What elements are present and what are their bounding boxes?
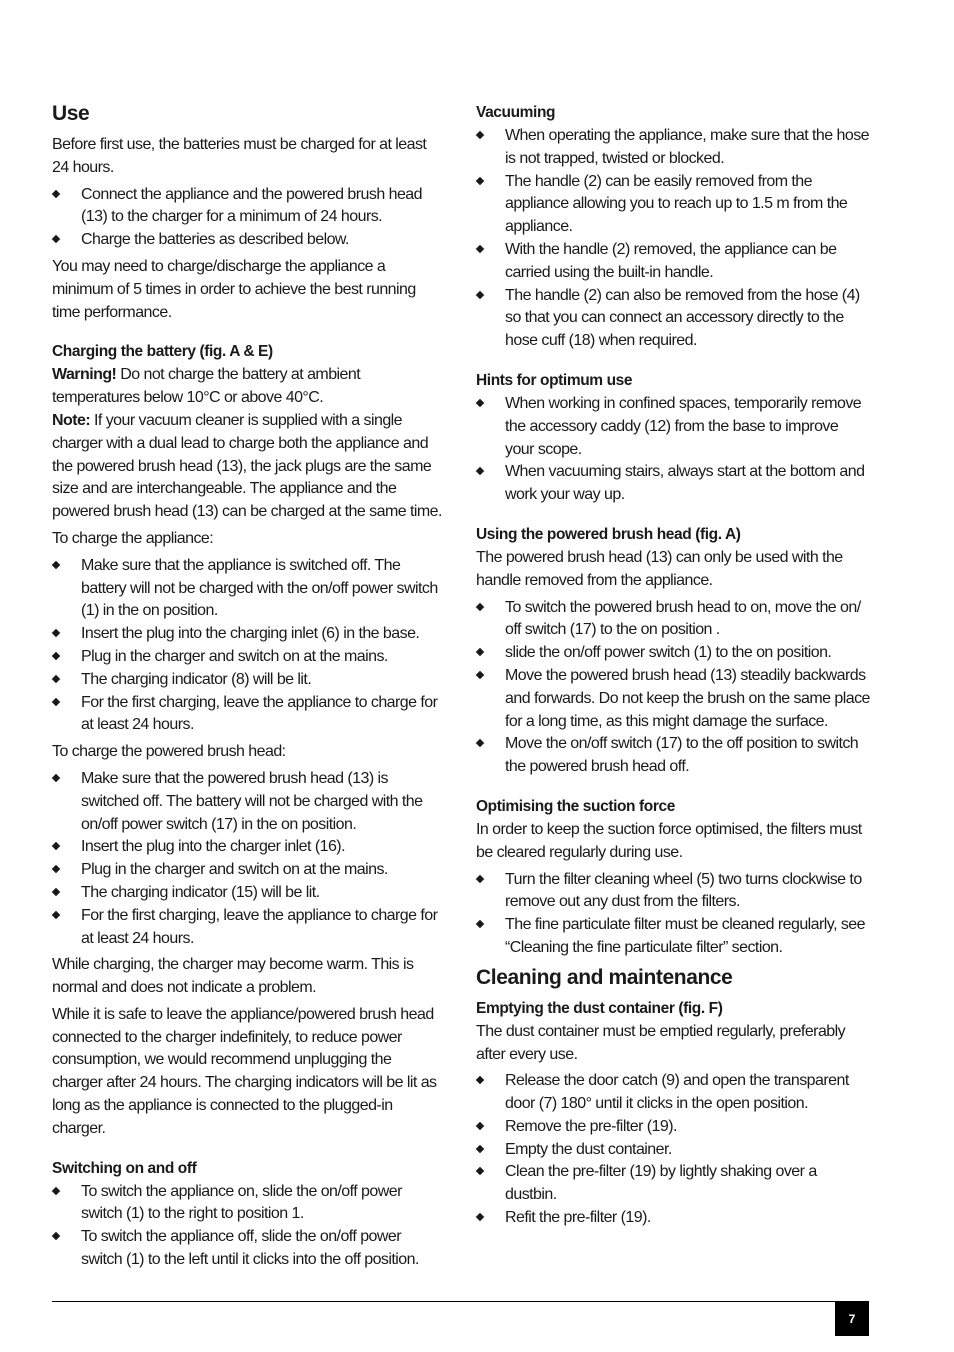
diamond-bullet-icon <box>52 629 60 637</box>
diamond-bullet-icon <box>52 189 60 197</box>
warning-label: Warning! <box>52 366 117 384</box>
list-item-text: Empty the dust container. <box>505 1140 672 1158</box>
list-item-text: The handle (2) can also be removed from the hose (4) so that you can connect an accessory directly to the hose cuff (18) when required. <box>505 286 860 350</box>
diamond-bullet-icon <box>52 652 60 660</box>
warm-note: While charging, the charger may become warm. This is normal and does not indicate a problem. <box>52 956 414 997</box>
list-item <box>476 665 870 733</box>
list-item-text: When operating the appliance, make sure that the hose is not trapped, twisted or blocked. <box>505 127 869 167</box>
brush-heading: Using the powered brush head (fig. A) <box>476 525 741 543</box>
hints-list <box>476 393 870 507</box>
list-item-text: Move the powered brush head (13) steadily backwards and forwards. Do not keep the brush on the same place for a long time, as this might damage the surface. <box>505 666 870 730</box>
brush-intro: The powered brush head (13) can only be used with the handle removed from the appliance. <box>476 548 843 589</box>
brush-list <box>476 597 870 779</box>
use-heading: Use <box>52 102 90 125</box>
list-item-text: To switch the appliance on, slide the on/off power switch (1) to the right to position 1. <box>81 1182 402 1223</box>
diamond-bullet-icon <box>476 874 484 882</box>
use-note: You may need to charge/discharge the appliance a minimum of 5 times in order to achieve the best running time performance. <box>52 257 416 321</box>
diamond-bullet-icon <box>52 674 60 682</box>
list-item <box>476 1070 870 1116</box>
list-item <box>52 905 444 951</box>
diamond-bullet-icon <box>52 865 60 873</box>
list-item-text: The handle (2) can be easily removed from the appliance allowing you to reach up to 1.5 m from the appliance. <box>505 172 848 236</box>
emptying-intro: The dust container must be emptied regularly, preferably after every use. <box>476 1022 846 1063</box>
list-item <box>476 239 870 285</box>
diamond-bullet-icon <box>476 1213 484 1221</box>
list-item <box>476 285 870 353</box>
list-item <box>476 1139 870 1162</box>
list-item <box>52 646 444 669</box>
diamond-bullet-icon <box>476 1144 484 1152</box>
note-paragraph <box>52 410 444 524</box>
list-item-text: When working in confined spaces, temporarily remove the accessory caddy (12) from the base to improve your scope. <box>505 394 862 458</box>
list-item-text: Release the door catch (9) and open the transparent door (7) 180° until it clicks in the open position. <box>505 1072 849 1113</box>
diamond-bullet-icon <box>476 399 484 407</box>
list-item <box>476 125 870 171</box>
list-item-text: Remove the pre-filter (19). <box>505 1117 677 1135</box>
list-item <box>476 914 870 960</box>
vacuuming-heading: Vacuuming <box>476 104 556 121</box>
list-item-text: To switch the appliance off, slide the on/off power switch (1) to the left until it clicks into the off position. <box>81 1228 419 1269</box>
list-item <box>476 1161 870 1207</box>
diamond-bullet-icon <box>52 697 60 705</box>
diamond-bullet-icon <box>476 602 484 610</box>
diamond-bullet-icon <box>52 910 60 918</box>
diamond-bullet-icon <box>476 739 484 747</box>
list-item-text: To switch the powered brush head to on, move the on/ off switch (17) to the on position . <box>505 598 861 639</box>
list-item-text: Insert the plug into the charger inlet (16). <box>81 838 345 856</box>
emptying-list <box>476 1070 870 1230</box>
list-item-text: With the handle (2) removed, the appliance can be carried using the built-in handle. <box>505 240 837 281</box>
list-item <box>476 597 870 643</box>
charge-brush-intro: To charge the powered brush head: <box>52 743 286 761</box>
safe-note: While it is safe to leave the appliance/powered brush head connected to the charger indefinitely, to reduce power consumption, we would recommend unplugging the charger after 24 hours. The charging indicators will be lit as long as the appliance is connected to the plugged-in charger. <box>52 1005 437 1137</box>
diamond-bullet-icon <box>52 1232 60 1240</box>
list-item <box>52 859 444 882</box>
diamond-bullet-icon <box>476 648 484 656</box>
note-label: Note: <box>52 411 91 429</box>
switching-list <box>52 1181 444 1272</box>
list-item <box>476 642 870 665</box>
diamond-bullet-icon <box>52 561 60 569</box>
list-item <box>52 1181 444 1227</box>
charge-appliance-list <box>52 555 444 737</box>
diamond-bullet-icon <box>476 1122 484 1130</box>
list-item-text: slide the on/off power switch (1) to the on position. <box>505 644 832 662</box>
cleaning-heading: Cleaning and maintenance <box>476 965 733 989</box>
charge-brush-list <box>52 768 444 950</box>
list-item-text: The charging indicator (8) will be lit. <box>81 670 312 688</box>
charging-heading: Charging the battery (fig. A & E) <box>52 343 273 361</box>
list-item-text: The fine particulate filter must be cleaned regularly, see “Cleaning the fine particulate filter” section. <box>505 916 866 956</box>
warning-paragraph <box>52 364 444 410</box>
footer-rule <box>52 1301 869 1302</box>
use-intro: Before first use, the batteries must be charged for at least 24 hours. <box>52 136 427 176</box>
list-item-text: Insert the plug into the charging inlet (6) in the base. <box>81 625 420 643</box>
left-column <box>52 100 444 1276</box>
diamond-bullet-icon <box>476 671 484 679</box>
list-item-text: Charge the batteries as described below. <box>81 231 349 249</box>
diamond-bullet-icon <box>476 1167 484 1175</box>
list-item <box>476 1116 870 1139</box>
list-item <box>52 623 444 646</box>
hints-heading: Hints for optimum use <box>476 371 633 389</box>
list-item <box>52 692 444 738</box>
list-item-text: Plug in the charger and switch on at the mains. <box>81 861 388 879</box>
warning-text: Do not charge the battery at ambient temperatures below 10°C or above 40°C. <box>52 366 361 407</box>
note-text: If your vacuum cleaner is supplied with a single charger with a dual lead to charge both the appliance and the powered brush head (13), the jack plugs are the same size and are interchangeable. The appliance and the powered brush head (13) can be charged at the same time. <box>52 411 442 521</box>
list-item-text: Refit the pre-filter (19). <box>505 1209 651 1227</box>
list-item-text: Move the on/off switch (17) to the off position to switch the powered brush head off. <box>505 735 859 776</box>
list-item-text: The charging indicator (15) will be lit. <box>81 883 320 901</box>
list-item <box>476 1207 870 1230</box>
diamond-bullet-icon <box>476 1076 484 1084</box>
list-item <box>52 768 444 836</box>
suction-list <box>476 869 870 960</box>
diamond-bullet-icon <box>52 842 60 850</box>
list-item-text: Make sure that the appliance is switched off. The battery will not be charged with the on/off power switch (1) in the on position. <box>81 556 438 620</box>
diamond-bullet-icon <box>476 920 484 928</box>
diamond-bullet-icon <box>476 131 484 139</box>
list-item <box>476 733 870 779</box>
suction-intro: In order to keep the suction force optimised, the filters must be cleared regularly during use. <box>476 820 862 861</box>
list-item <box>52 229 444 252</box>
list-item-text: Turn the filter cleaning wheel (5) two turns clockwise to remove out any dust from the filters. <box>505 870 862 911</box>
diamond-bullet-icon <box>476 245 484 253</box>
list-item <box>52 1226 444 1272</box>
right-column <box>476 100 870 1234</box>
list-item <box>52 882 444 905</box>
list-item-text: For the first charging, leave the appliance to charge for at least 24 hours. <box>81 906 438 947</box>
list-item-text: Make sure that the powered brush head (13) is switched off. The battery will not be charged with the on/off power switch (17) in the on position. <box>81 769 423 833</box>
diamond-bullet-icon <box>52 235 60 243</box>
use-list <box>52 184 444 252</box>
vacuuming-list <box>476 125 870 353</box>
list-item-text: Clean the pre-filter (19) by lightly shaking over a dustbin. <box>505 1163 817 1204</box>
diamond-bullet-icon <box>52 774 60 782</box>
charge-appliance-intro: To charge the appliance: <box>52 529 214 547</box>
list-item-text: Connect the appliance and the powered brush head (13) to the charger for a minimum of 24 hours. <box>81 185 422 226</box>
list-item <box>52 669 444 692</box>
list-item <box>476 461 870 507</box>
list-item <box>476 171 870 239</box>
diamond-bullet-icon <box>476 290 484 298</box>
list-item-text: When vacuuming stairs, always start at the bottom and work your way up. <box>505 463 865 504</box>
list-item-text: Plug in the charger and switch on at the mains. <box>81 647 388 665</box>
diamond-bullet-icon <box>476 176 484 184</box>
list-item <box>52 555 444 623</box>
list-item <box>476 869 870 915</box>
emptying-heading: Emptying the dust container (fig. F) <box>476 999 723 1017</box>
suction-heading: Optimising the suction force <box>476 797 675 815</box>
diamond-bullet-icon <box>476 467 484 475</box>
list-item <box>52 836 444 859</box>
page-number: 7 <box>835 1302 869 1336</box>
list-item <box>476 393 870 461</box>
diamond-bullet-icon <box>52 888 60 896</box>
list-item-text: For the first charging, leave the appliance to charge for at least 24 hours. <box>81 693 438 734</box>
diamond-bullet-icon <box>52 1186 60 1194</box>
switching-heading: Switching on and off <box>52 1159 197 1177</box>
list-item <box>52 184 444 230</box>
